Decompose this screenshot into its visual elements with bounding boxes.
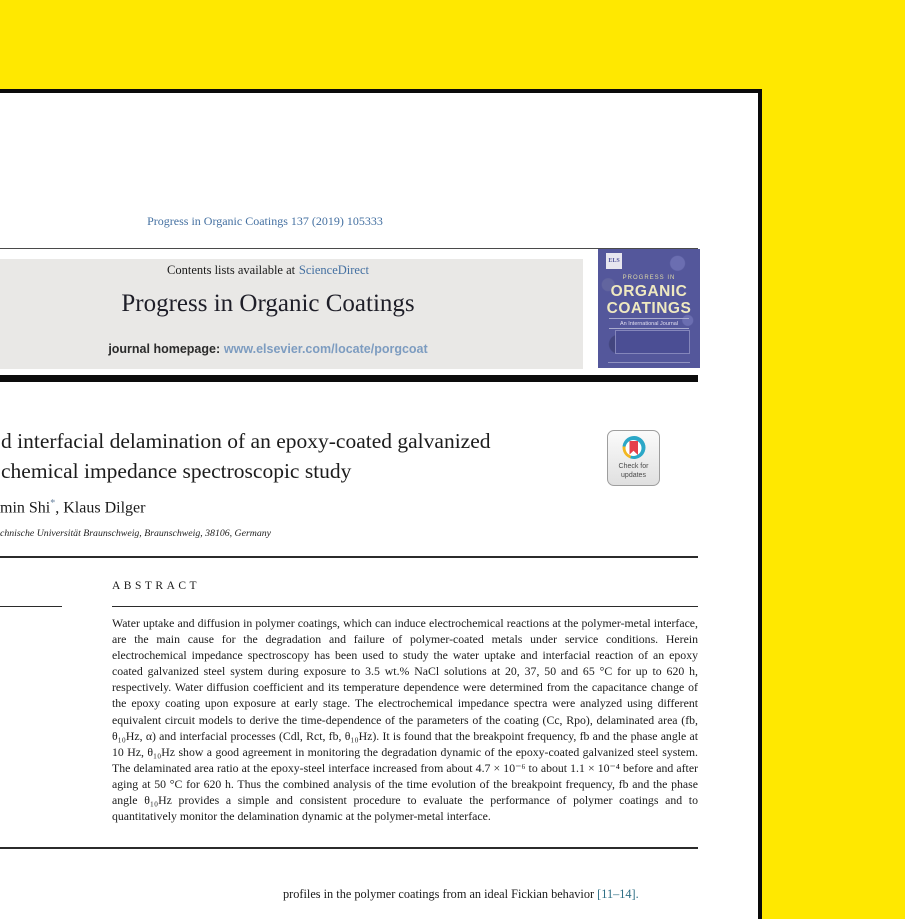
- elsevier-logo: ELS: [606, 253, 622, 269]
- check-updates-badge[interactable]: [607, 430, 660, 486]
- sciencedirect-link[interactable]: ScienceDirect: [298, 263, 369, 277]
- cover-coatings-label: COATINGS: [606, 300, 692, 317]
- homepage-line: [0, 342, 536, 356]
- journal-reference-line: Progress in Organic Coatings 137 (2019) 105333: [147, 214, 383, 228]
- page-border-top: [0, 89, 762, 93]
- contents-line: [0, 263, 536, 278]
- cover-progress-in-label: PROGRESS IN: [622, 275, 676, 281]
- article-title-line2: chemical impedance spectroscopic study: [1, 459, 352, 483]
- article-title-line1: d interfacial delamination of an epoxy-coated galvanized: [1, 429, 491, 453]
- page-border-right: [758, 89, 762, 919]
- body-paragraph-fragment: [283, 887, 696, 903]
- check-updates-label-line1: Check for: [618, 463, 649, 470]
- citation-link[interactable]: [11–14].: [597, 887, 639, 901]
- header-top-rule: [0, 248, 698, 249]
- abstract-text: Water uptake and diffusion in polymer coatings, which can induce electrochemical reactions at the polymer-metal interface, are the main cause for the degradation and failure of polymer-coated metals under service conditions. Herein electrochemical impedance spectroscopy has been used to study the water uptake and interfacial reaction of an epoxy coated galvanized steel system during exposure to 3.5 wt.% NaCl solutions at 20, 37, 50 and 65 °C for up to 620 h, respectively. Water diffusion coefficient and its temperature dependence were determined from the capacitance change of the epoxy coating upon exposure at early stage. The electrochemical impedance spectra were analyzed using different equivalent circuit models to derive the time-dependence of the parameters of the coating (Cc, Rpo), delaminated area (fb, θ₁₀Hz, α) and interfacial processes (Cdl, Rct, fb, θ₁₀Hz). It is found that the breakpoint frequency, fb and the phase angle at 10 Hz, θ₁₀Hz show a good agreement in monitoring the degradation dynamic of the epoxy-coated galvanized steel system. The delaminated area ratio at the epoxy-steel interface increased from about 4.7 × 10⁻⁶ to about 1.1 × 10⁻⁴ before and after aging at 50 °C for 620 h. Thus the combined analysis of the time evolution of the breakpoint frequency, fb and the phase angle θ₁₀Hz provides a simple and consistent procedure to evaluate the performance of polymer coatings and to quantitatively monitor the delamination dynamic at the polymer-metal interface.: [112, 616, 698, 824]
- coauthor-name: , Klaus Dilger: [55, 499, 146, 517]
- cover-organic-label: ORGANIC: [610, 283, 688, 300]
- authors-line: [0, 498, 145, 517]
- homepage-url-link[interactable]: www.elsevier.com/locate/porgcoat: [223, 342, 428, 356]
- corresponding-author-asterisk: *: [50, 498, 56, 509]
- abstract-top-rule: [0, 556, 698, 558]
- abstract-heading-rule: [112, 606, 698, 607]
- homepage-label: journal homepage:: [108, 342, 221, 356]
- abstract-heading: ABSTRACT: [112, 580, 201, 592]
- author-name: min Shi: [0, 499, 51, 517]
- article-info-rule: [0, 606, 62, 607]
- journal-cover-image: [598, 249, 700, 368]
- contents-line-prefix: Contents lists available at: [167, 263, 296, 277]
- check-updates-label-line2: updates: [621, 471, 646, 479]
- header-black-bar: [0, 375, 698, 382]
- journal-title: Progress in Organic Coatings: [121, 290, 415, 317]
- check-updates-label: [608, 463, 659, 480]
- affiliation-line: chnische Universität Braunschweig, Braunschweig, 38106, Germany: [0, 528, 272, 539]
- cover-bottom-line: [608, 362, 690, 363]
- abstract-bottom-rule: [0, 847, 698, 849]
- cover-subtitle: An International Journal: [609, 318, 689, 329]
- cover-inner-panel: [615, 330, 690, 354]
- body-fragment-text: profiles in the polymer coatings from an ideal Fickian behavior: [283, 887, 595, 901]
